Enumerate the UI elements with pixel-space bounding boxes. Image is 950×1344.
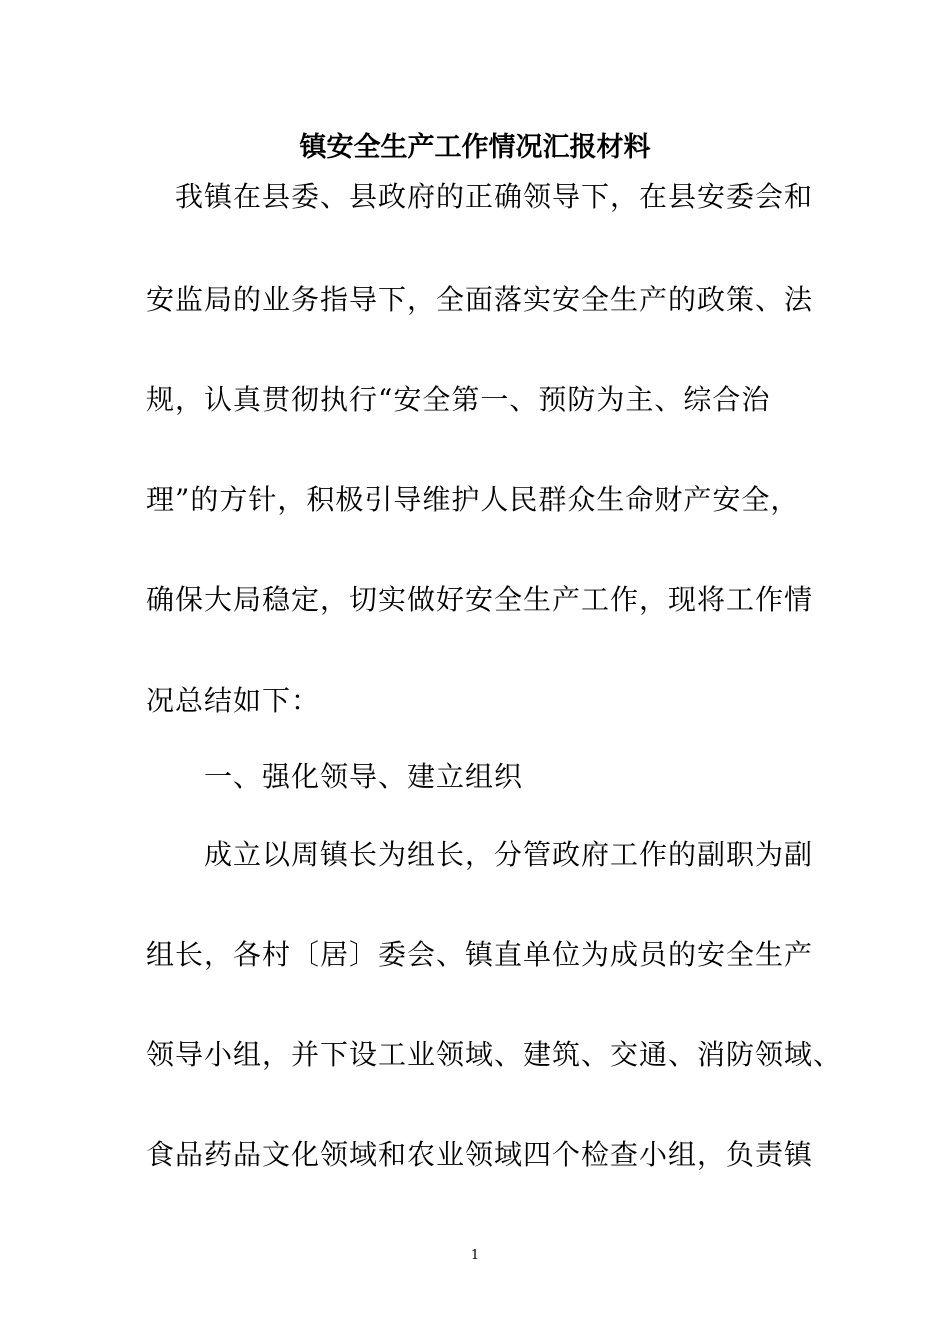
body-line-8: 组长，各村〔居〕委会、镇直单位为成员的安全生产 [146, 938, 814, 971]
body-line-9: 领导小组，并下设工业领域、建筑、交通、消防领域、 [146, 1038, 843, 1071]
body-line-1: 我镇在县委、县政府的正确领导下，在县安委会和 [146, 180, 814, 213]
document-title: 镇安全生产工作情况汇报材料 [299, 132, 651, 163]
body-line-2: 安监局的业务指导下，全面落实安全生产的政策、法 [146, 283, 814, 316]
body-line-10: 食品药品文化领域和农业领域四个检查小组，负责镇 [146, 1138, 814, 1171]
body-line-4: 理”的方针，积极引导维护人民群众生命财产安全， [146, 483, 800, 516]
body-line-7: 成立以周镇长为组长，分管政府工作的副职为副 [146, 838, 814, 871]
body-line-5: 确保大局稳定，切实做好安全生产工作，现将工作情 [146, 583, 814, 616]
body-line-3: 规，认真贯彻执行“安全第一、预防为主、综合治 [146, 383, 771, 416]
body-line-6: 况总结如下： [146, 684, 321, 717]
page-number: 1 [470, 1248, 480, 1263]
section-heading-1: 一、强化领导、建立组织 [146, 760, 524, 793]
